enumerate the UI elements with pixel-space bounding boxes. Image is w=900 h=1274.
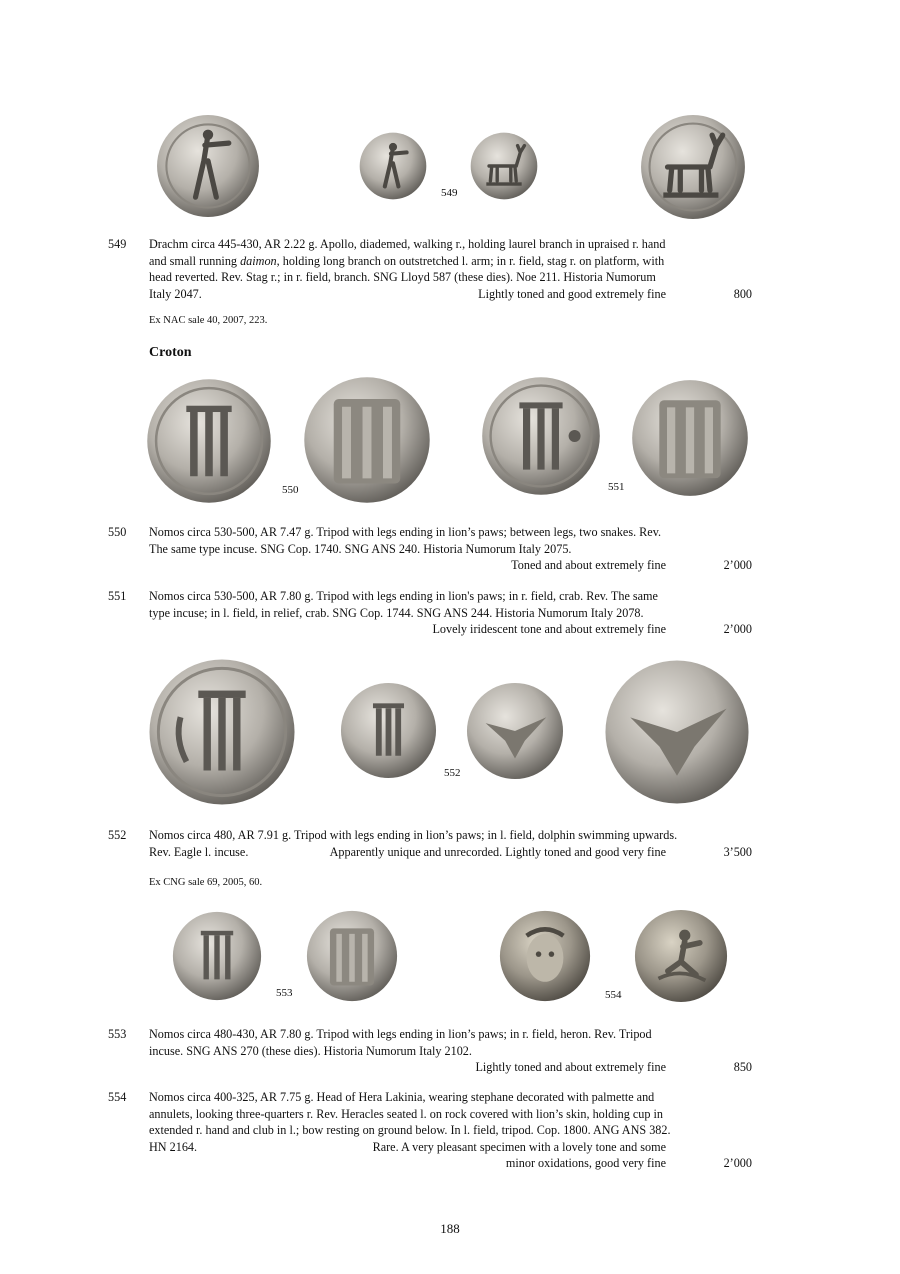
coin-552-reverse [465, 682, 565, 780]
lot-description: and small running [149, 253, 241, 268]
lot-grade: minor oxidations, good very fine [505, 1156, 666, 1170]
lot-price: 850 [733, 1060, 752, 1074]
lot-grade: Rare. A very pleasant specimen with a lovely tone and some [372, 1139, 666, 1154]
lot-price: 2’000 [723, 558, 752, 572]
lot-description: Nomos circa 530-500, AR 7.47 g. Tripod with legs ending in lion’s paws; between legs, two snakes. Rev. [149, 525, 662, 539]
lot-price: 2’000 [723, 622, 752, 636]
lot-description: Drachm circa 445-430, AR 2.22 g. Apollo, diademed, walking r., holding laurel branch in upraised r. hand [149, 237, 666, 251]
page-number: 188 [440, 1221, 460, 1236]
lot-description-italic: daimon [240, 253, 277, 268]
lot-price: 800 [733, 286, 752, 301]
lot-number: 554 [108, 1090, 127, 1104]
lot-grade: Lightly toned and about extremely fine [475, 1060, 666, 1074]
coin-549-reverse [470, 132, 538, 200]
lot-551 [108, 588, 752, 638]
lot-552 [108, 827, 752, 860]
coin-552-obverse [340, 682, 437, 779]
lot-provenance: Ex CNG sale 69, 2005, 60. [149, 877, 263, 888]
lot-description: Nomos circa 400-325, AR 7.75 g. Head of Hera Lakinia, wearing stephane decorated with palmette and [149, 1090, 655, 1104]
coin-551-reverse [631, 379, 749, 497]
lot-description: HN 2164. [149, 1139, 198, 1154]
coin-554-obverse [498, 910, 592, 1002]
lot-grade: Toned and about extremely fine [511, 558, 666, 572]
lot-number: 553 [108, 1027, 127, 1041]
coin-550-obverse [145, 378, 273, 504]
figure-label-553: 553 [276, 987, 293, 999]
lot-grade: Lovely iridescent tone and about extremely fine [432, 622, 666, 636]
lot-554 [108, 1089, 752, 1172]
lot-description: Rev. Eagle l. incuse. [149, 844, 249, 859]
lot-description: Italy 2047. [149, 286, 202, 301]
lot-number: 552 [108, 828, 127, 842]
lot-549 [108, 236, 752, 302]
lot-description: head reverted. Rev. Stag r.; in r. field, branch. SNG Lloyd 587 (these dies). Noe 211. Historia Numorum [149, 270, 656, 284]
section-heading: Croton [149, 345, 192, 360]
figure-label-554: 554 [605, 989, 622, 1001]
lot-description: Nomos circa 530-500, AR 7.80 g. Tripod with legs ending in lion's paws; in r. field, crab. Rev. The same [149, 589, 658, 603]
coin-549-obverse [359, 132, 427, 200]
lot-grade: Apparently unique and unrecorded. Lightly toned and good very fine [329, 844, 666, 859]
lot-price: 2’000 [723, 1156, 752, 1170]
lot-553 [108, 1026, 752, 1076]
lot-description: type incuse; in l. field, in relief, crab. SNG Cop. 1744. SNG ANS 244. Historia Numorum Italy 2078. [149, 605, 644, 620]
lot-number: 551 [108, 589, 127, 603]
coin-550-reverse [303, 376, 431, 504]
lot-number: 549 [108, 237, 127, 251]
figure-label-550: 550 [282, 484, 299, 496]
lot-provenance: Ex NAC sale 40, 2007, 223. [149, 315, 268, 326]
coin-552-obverse-enlarged [148, 657, 296, 807]
coin-549-obverse-enlarged [156, 114, 260, 218]
lot-description: annulets, looking three-quarters r. Rev. Heracles seated l. on rock covered with lion’s skin, holding cup in [149, 1106, 663, 1121]
coin-553-reverse [305, 910, 399, 1002]
coin-549-reverse-enlarged [640, 114, 746, 220]
lot-number: 550 [108, 525, 127, 539]
lot-description: , holding long branch on outstretched l. arm; in r. field, stag r. on platform, with [276, 253, 665, 268]
coin-552-reverse-enlarged [603, 659, 751, 805]
lot-description: Nomos circa 480, AR 7.91 g. Tripod with legs ending in lion’s paws; in l. field, dolphin swimming upwards. [149, 828, 678, 842]
lot-price: 3’500 [723, 844, 752, 859]
coin-554-reverse [634, 909, 728, 1003]
lot-description: incuse. SNG ANS 270 (these dies). Historia Numorum Italy 2102. [149, 1043, 472, 1058]
lot-550 [108, 524, 752, 574]
coin-553-obverse [172, 911, 262, 1001]
figure-label-552: 552 [444, 767, 461, 779]
lot-description: extended r. hand and club in l.; bow resting on ground below. In l. field, tripod. Cop. 1800. ANG ANS 382. [149, 1123, 671, 1137]
lot-description: Nomos circa 480-430, AR 7.80 g. Tripod with legs ending in lion’s paws; in r. field, heron. Rev. Tripod [149, 1027, 652, 1041]
figure-label-549: 549 [441, 187, 458, 199]
figure-label-551: 551 [608, 481, 625, 493]
lot-description: The same type incuse. SNG Cop. 1740. SNG ANS 240. Historia Numorum Italy 2075. [149, 541, 572, 556]
lot-grade: Lightly toned and good extremely fine [478, 286, 666, 301]
coin-551-obverse [481, 376, 601, 496]
